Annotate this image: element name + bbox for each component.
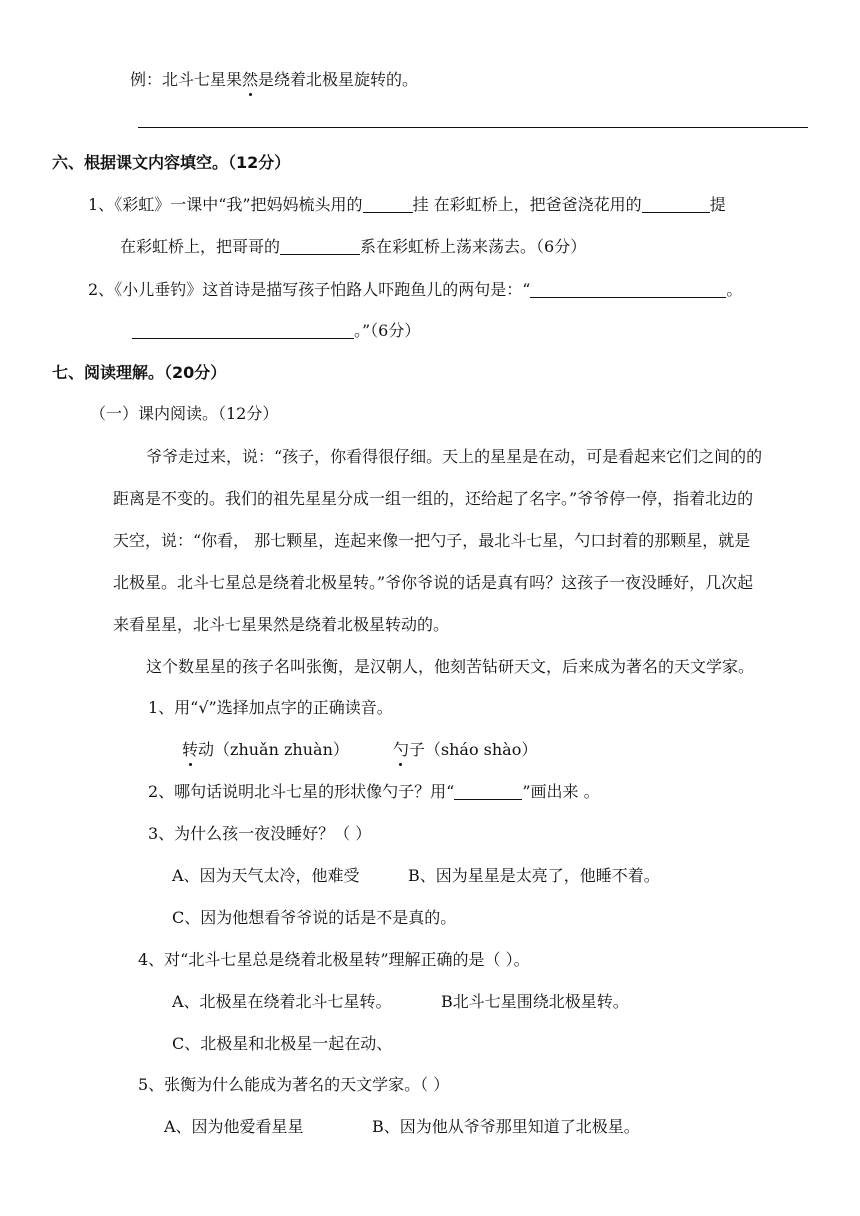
dotted-char: 然 (242, 70, 259, 89)
passage-line: 这个数星星的孩子名叫张衡，是汉朝人，他刻苦钻研天文，后来成为著名的天文学家。 (146, 657, 755, 676)
s7-q1: 1、用“√”选择加点字的正确读音。 (148, 698, 393, 717)
s7-q3-option-b[interactable]: B、因为星星是太亮了，他睡不着。 (408, 866, 660, 885)
fill-blank[interactable] (530, 281, 726, 298)
passage-line: 距离是不变的。我们的祖先星星分成一组一组的，还给起了名字。”爷爷停一停，指着北边的 (113, 489, 754, 508)
s7-q3: 3、为什么孩一夜没睡好？（ ） (148, 824, 372, 843)
s7-q5-option-b[interactable]: B、因为他从爷爷那里知道了北极星。 (372, 1117, 640, 1136)
fill-blank[interactable] (280, 238, 360, 255)
s7-q3-option-a[interactable]: A、因为天气太冷，他难受 (172, 866, 360, 885)
s7-q2: 2、哪句话说明北斗七星的形状像勺子？用“ ”画出来 。 (148, 782, 600, 801)
s7-q4: 4、对“北斗七星总是绕着北极星转”理解正确的是（ ）。 (138, 950, 530, 969)
s7-q4-option-b[interactable]: B北斗七星围绕北极星转。 (441, 992, 629, 1011)
s7-q5-option-a[interactable]: A、因为他爱看星星 (164, 1117, 304, 1136)
fill-blank[interactable] (454, 783, 522, 800)
s7-q3-option-c[interactable]: C、因为他想看爷爷说的话是不是真的。 (172, 908, 457, 927)
fill-blank[interactable] (363, 196, 413, 213)
example-line: 例：北斗七星果然是绕着北极星旋转的。 (130, 70, 419, 89)
passage-line: 北极星。北斗七星总是绕着北极星转。”爷你爷说的话是真有吗？这孩子一夜没睡好，几次起 (113, 573, 754, 592)
answer-line (138, 127, 808, 128)
passage-line: 爷爷走过来，说：“孩子，你看得很仔细。天上的星星是在动，可是看起来它们之间的的 (146, 447, 763, 466)
dotted-char: 勺 (392, 740, 409, 759)
s6-q1-line1: 1、《彩虹》一课中“我”把妈妈梳头用的 挂 在彩虹桥上，把爸爸浇花用的 提 (88, 195, 726, 214)
s6-q2-line2: 。”（6分） (132, 320, 420, 342)
s6-q1-line2: 在彩虹桥上，把哥哥的 系在彩虹桥上荡来荡去。（6分） (120, 237, 587, 256)
passage-line: 天空，说：“你看， 那七颗星，连起来像一把勺子，最北斗七星，勺口封着的那颗星，就是 (113, 531, 751, 550)
section7-title: 七、阅读理解。（20分） (52, 363, 227, 382)
s7-sub1: （一）课内阅读。（12分） (90, 404, 279, 423)
s7-q1-options: 转动（zhuǎn zhuàn） 勺子（sháo shào） (182, 740, 538, 759)
fill-blank[interactable] (132, 322, 354, 339)
section6-title: 六、根据课文内容填空。（12分） (52, 153, 291, 172)
s7-q5: 5、张衡为什么能成为著名的天文学家。（ ） (138, 1075, 450, 1094)
fill-blank[interactable] (642, 196, 710, 213)
s6-q2-line1: 2、《小儿垂钓》这首诗是描写孩子怕路人吓跑鱼儿的两句是：“ 。 (88, 280, 743, 299)
s7-q4-option-c[interactable]: C、北极星和北极星一起在动、 (172, 1034, 393, 1053)
example-label: 例： (130, 70, 163, 89)
passage-line: 来看星星，北斗七星果然是绕着北极星转动的。 (113, 615, 450, 634)
s7-q4-option-a[interactable]: A、北极星在绕着北斗七星转。 (172, 992, 392, 1011)
dotted-char: 转 (182, 740, 199, 759)
